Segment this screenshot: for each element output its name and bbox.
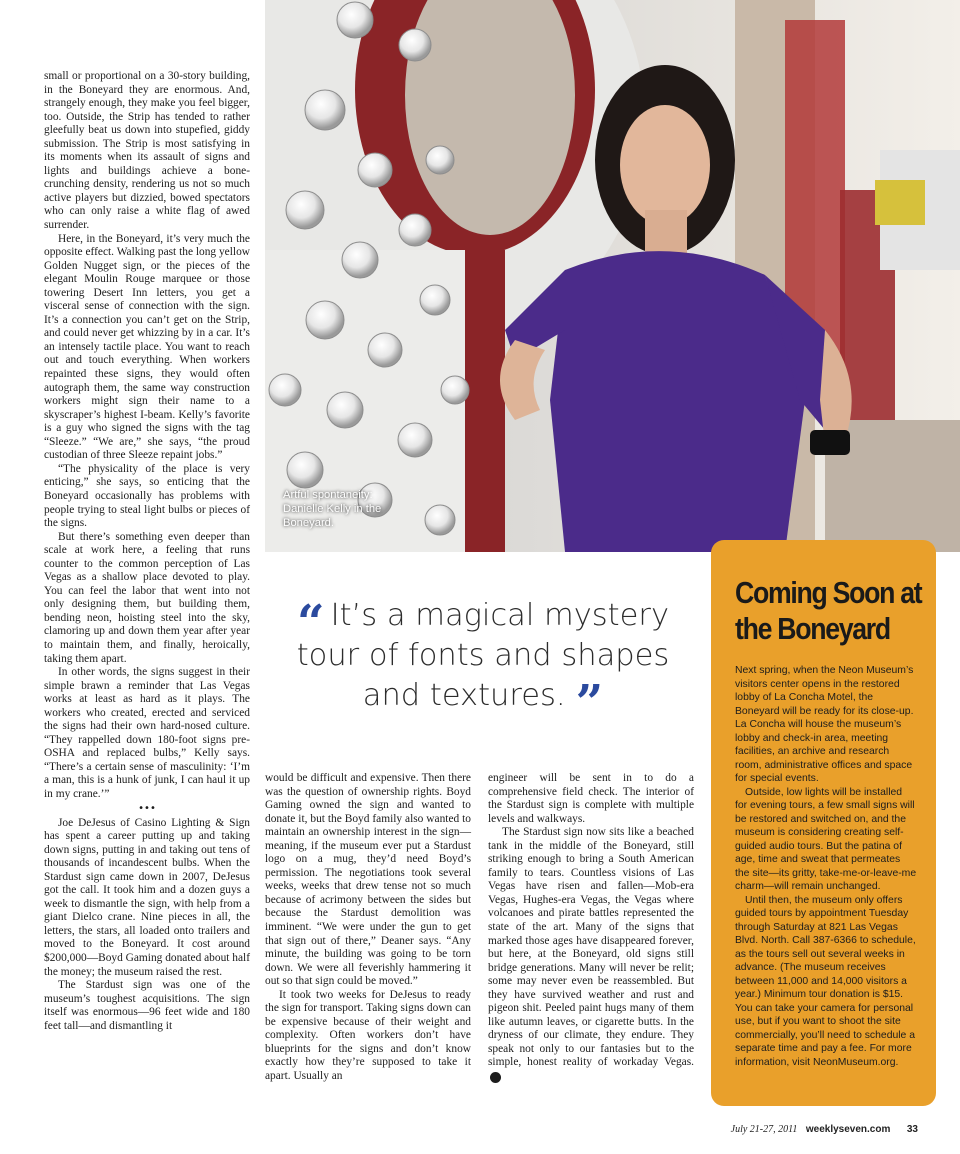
section-break: ••• — [138, 802, 156, 814]
sidebar-body — [735, 664, 917, 1069]
sidebar-box — [711, 540, 936, 1106]
website-link[interactable]: weeklyseven.com — [805, 1124, 891, 1135]
end-mark-icon: 7 — [490, 1072, 501, 1083]
pull-quote-text: It’s a magical mystery tour of fonts and shapes and textures. — [296, 598, 670, 713]
paragraph: But there’s something even deeper than scale at work here, a feeling that runs counter to the common perception of Las Vegas as a shallow place devoted to play. You can feel the labor that went into not only designing them, but building them, bending neon, hoisting steel into the sky, clamoring up and down them year after year to maintain them, and finally, heroically, taking them apart. — [44, 530, 250, 665]
paragraph: small or proportional on a 30-story building, in the Boneyard they are enormous. And, strangely enough, they make you feel bigger, too. Outside, the Strip has tended to rather gleefully beat us down into stupefied, giddy submission. The Strip is most satisfying in its moments when its assault of signs and lights and buildings achieve a bone-crunching density, rendering us not so much active players but dizzied, bowed spectators who can only raise a white flag of awed surrender. — [44, 70, 250, 232]
sidebar-paragraph: Until then, the museum only offers guided tours by appointment Tuesday through Saturday at 821 Las Vegas Blvd. North. Call 387-6366 to schedule, as the tours sell out several weeks in advance. (The museum receives between 11,000 and 14,000 visitors a year.) Minimum tour donation is $15. You can take your camera for personal use, but if you want to shoot the site commercially, you’ll need to schedule a separate time and pay a fee. For more information, visit NeonMuseum.org. — [735, 894, 916, 1068]
photo-caption: Artful spontaneity: Danielle Kelly in the Boneyard. — [283, 489, 382, 529]
paragraph: “The physicality of the place is very enticing,” she says, so enticing that the Boneyard occasionally has problems with people trying to steal light bulbs or pieces of the signs. — [44, 462, 250, 530]
issue-date: July 21-27, 2011 — [730, 1124, 798, 1135]
paragraph: In other words, the signs suggest in their simple brawn a reminder that Las Vegas works at least as hard as it plays. The workers who created, erected and serviced the signs had their own hard-nosed culture. “They rappelled down 180-foot signs pre-OSHA and replaced bulbs,” Kelly says. “There’s a certain sense of masculinity: ‘I’m a man, this is a hunk of junk, I can haul it up in my crane.’” — [44, 666, 250, 800]
sidebar-title: Coming Soon at the Boneyard — [735, 575, 922, 646]
sidebar-paragraph: Next spring, when the Neon Museum’s visitors center opens in the restored lobby of La Concha Motel, the Boneyard will be ready for its close-up. La Concha will house the museum’s lobby and check-in area, meeting facilities, an archive and research room, administrative offices and space for special events. — [735, 665, 914, 784]
paragraph: Here, in the Boneyard, it’s very much the opposite effect. Walking past the long yellow Golden Nugget sign, or the pieces of the elegant Moulin Rouge marquee or those towering Desert Inn letters, you get a visceral sense of connection with the sign. It’s a connection you can’t get on the Strip, and could never get whizzing by in a car. It’s an intensely tactile place. You want to reach out and touch everything. When workers repainted these signs, they would often autograph them, the same way construction workers might sign their name to a skyscraper’s highest I-beam. Kelly’s favorite is a guy who signed the signs with the tag “Sleeze.” “We are,” she says, “the proud custodian of three Sleeze repaint jobs.” — [44, 232, 250, 462]
article-column-2 — [265, 772, 471, 1084]
photo-illustration — [265, 0, 960, 552]
paragraph: would be difficult and expensive. Then there was the question of ownership rights. Boyd Gaming owned the sign and wanted to donate it, but the Boyd family also wanted to maintain an ownership interest in the sign—meaning, if the museum ever put a Stardust logo on a mug, they’d need Boyd’s permission. The negotiations took several weeks, weeks that drew tense not so much because of acrimony between the sides but because the Stardust demolition was imminent. “We were under the gun to get that sign out of there,” Deaner says. “Any minute, the building was going to be torn down. We were all feverishly hammering it out so that sign could be moved.” — [265, 772, 471, 988]
article-column-3 — [488, 772, 694, 1084]
page-number: 33 — [906, 1124, 918, 1135]
paragraph — [488, 826, 694, 1083]
article-column-1 — [44, 70, 250, 1033]
pull-quote — [278, 595, 688, 731]
paragraph: It took two weeks for DeJesus to ready the sign for transport. Taking signs down can be expensive because of their weight and complexity. Often workers don’t have blueprints for the signs and don’t know exactly how they’re supposed to take it apart. Usually an — [265, 988, 471, 1083]
sidebar-paragraph: Outside, low lights will be installed for evening tours, a few small signs will be restored and switched on, and the museum is considering creating self-guided audio tours. But the patina of age, time and sweat that permeates the site—its gritty, take-me-or-leave-me charm—will remain unchanged. — [735, 786, 917, 892]
feature-photo — [265, 0, 960, 552]
close-quote-icon: ” — [575, 675, 604, 731]
paragraph: engineer will be sent in to do a comprehensive field check. The interior of the Stardust sign is complete with multiple levels and walkways. — [488, 772, 694, 825]
paragraph: Joe DeJesus of Casino Lighting & Sign has spent a career putting up and taking down signs, putting in and taking out tens of thousands of incandescent bulbs. When the Stardust sign came down in 2007, DeJesus got the call. It took him and a dozen guys a week to dismantle the sign, with help from a giant Dielco crane. Nine pieces in all, the letters, the stars, all loaded onto trailers and moved to the Boneyard. It cost around $200,000—Boyd Gaming donated about half the money; the museum raised the rest. — [44, 816, 250, 978]
paragraph-text: The Stardust sign now sits like a beached tank in the middle of the Boneyard, still striking enough to bring a South American family to tears. Countless visions of Las Vegas have risen and fallen—Mob-era Vegas, Hughes-era Vegas, the Vegas where volcanoes and pirate battles represented the state of the art. Many of the signs that marked those ages have disappeared forever, but here, at the Boneyard, old signs still bridge generations. Many will never be relit; some may never even be reassembled. But they have survived weather and rust and pigeon shit. Peeled paint hugs many of them like autumn leaves, or cigarette butts. In the dryness of our climate, they endure. They speak not only to our fantasies but to the simple, honest reality of workaday Vegas. — [488, 826, 694, 1069]
page-footer — [731, 1124, 918, 1135]
paragraph: The Stardust sign was one of the museum’s toughest acquisitions. The sign itself was enormous—96 feet wide and 180 feet tall—and dismantling it — [44, 979, 250, 1032]
open-quote-icon: “ — [297, 595, 325, 651]
